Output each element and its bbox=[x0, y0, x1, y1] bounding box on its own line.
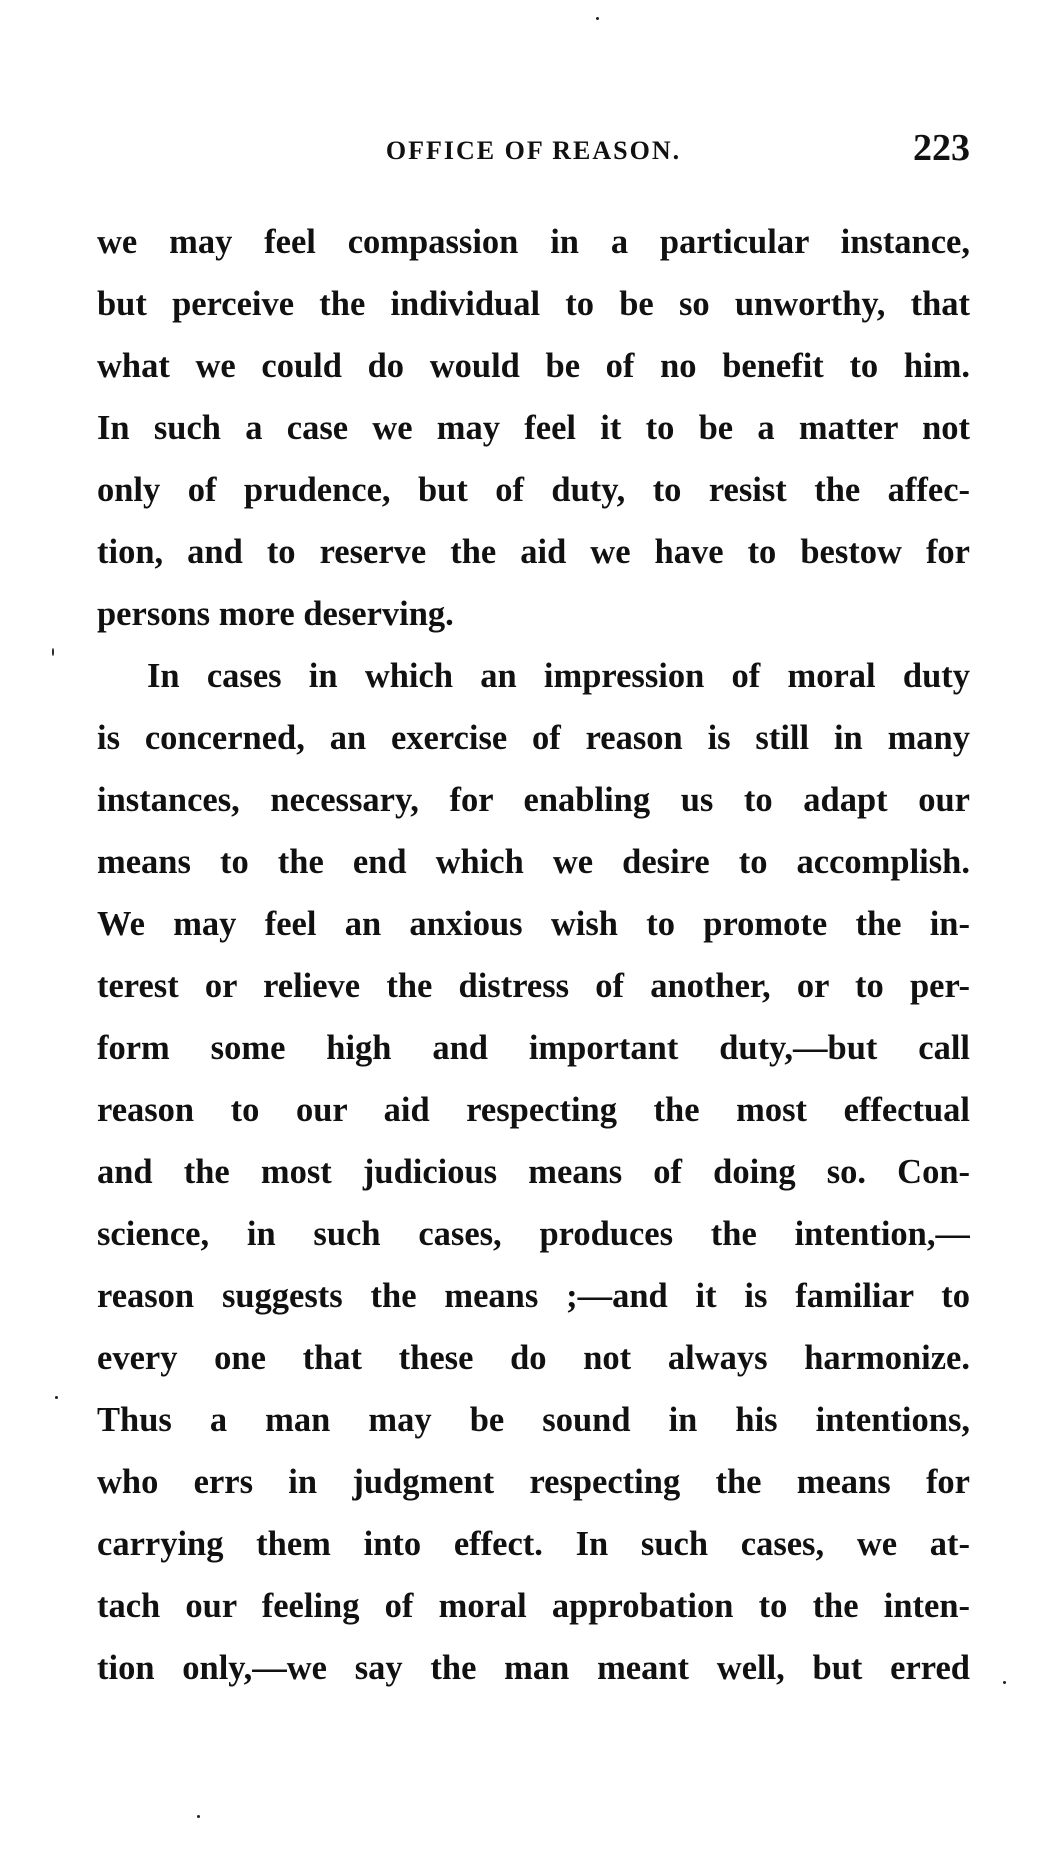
text-line: tion only,—we say the man meant well, but erred bbox=[97, 1649, 970, 1687]
text-line: carrying them into effect. In such cases, we at- bbox=[97, 1525, 970, 1563]
paragraph-1 bbox=[97, 211, 970, 645]
ink-speck bbox=[197, 1815, 200, 1818]
text-line: persons more deserving. bbox=[97, 595, 454, 633]
text-line: terest or relieve the distress of another, or to per- bbox=[97, 967, 970, 1005]
ink-speck bbox=[55, 1396, 58, 1399]
body-text bbox=[97, 211, 970, 1699]
text-line: reason to our aid respecting the most effectual bbox=[97, 1091, 970, 1129]
text-line: only of prudence, but of duty, to resist the affec- bbox=[97, 471, 970, 509]
text-line: Thus a man may be sound in his intentions, bbox=[97, 1401, 970, 1439]
ink-speck bbox=[52, 648, 54, 656]
text-line: reason suggests the means ;—and it is familiar to bbox=[97, 1277, 970, 1315]
text-line: form some high and important duty,—but call bbox=[97, 1029, 970, 1067]
text-line: In cases in which an impression of moral duty bbox=[147, 657, 970, 695]
text-line: and the most judicious means of doing so. Con- bbox=[97, 1153, 970, 1191]
running-head bbox=[97, 120, 970, 180]
text-line: but perceive the individual to be so unworthy, that bbox=[97, 285, 970, 323]
text-line: means to the end which we desire to accomplish. bbox=[97, 843, 970, 881]
text-line: tion, and to reserve the aid we have to bestow for bbox=[97, 533, 970, 571]
text-line: In such a case we may feel it to be a matter not bbox=[97, 409, 970, 447]
ink-speck bbox=[1003, 1681, 1006, 1684]
text-line: what we could do would be of no benefit to him. bbox=[97, 347, 970, 385]
text-line: We may feel an anxious wish to promote the in- bbox=[97, 905, 970, 943]
text-line: who errs in judgment respecting the means for bbox=[97, 1463, 970, 1501]
text-line: every one that these do not always harmonize. bbox=[97, 1339, 970, 1377]
ink-speck bbox=[596, 17, 599, 20]
text-line: tach our feeling of moral approbation to the inten- bbox=[97, 1587, 970, 1625]
page-number: 223 bbox=[913, 127, 970, 169]
running-title: OFFICE OF REASON. bbox=[385, 136, 682, 165]
text-line: is concerned, an exercise of reason is still in many bbox=[97, 719, 970, 757]
text-line: we may feel compassion in a particular instance, bbox=[97, 223, 970, 261]
text-line: science, in such cases, produces the intention,— bbox=[97, 1215, 970, 1253]
paragraph-2 bbox=[97, 645, 970, 1699]
text-line: instances, necessary, for enabling us to adapt our bbox=[97, 781, 970, 819]
